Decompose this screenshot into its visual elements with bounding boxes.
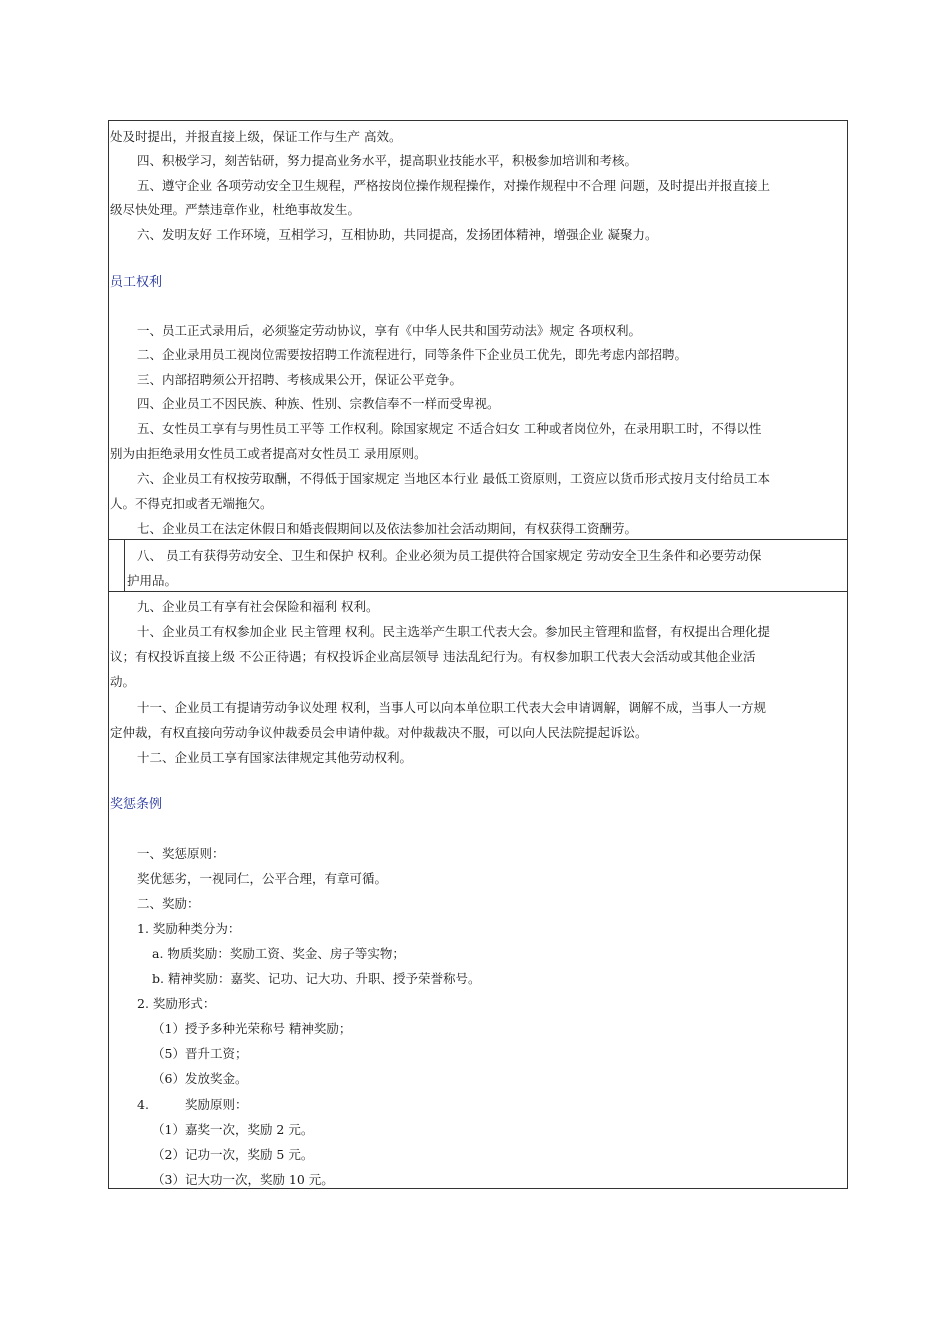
paragraph-line: 九、企业员工有享有社会保险和福利 权利。	[137, 599, 379, 614]
paragraph-line: 4.	[137, 1097, 149, 1112]
paragraph-line: b. 精神奖励：嘉奖、记功、记大功、升职、授予荣誉称号。	[152, 971, 481, 986]
section-heading-rights: 员工权利	[110, 275, 163, 290]
paragraph-line: 二、奖励：	[137, 896, 200, 911]
paragraph-line: 七、企业员工在法定休假日和婚丧假期间以及依法参加社会活动期间，有权获得工资酬劳。	[137, 521, 638, 536]
paragraph-line: 五、女性员工享有与男性员工平等 工作权利。除国家规定 不适合妇女 工种或者岗位外，在录用职工时，不得以性	[137, 421, 762, 436]
paragraph-line: 人。不得克扣或者无端拖欠。	[110, 496, 273, 511]
paragraph-line: 二、企业录用员工视岗位需要按招聘工作流程进行，同等条件下企业员工优先，即先考虑内部招聘。	[137, 347, 688, 362]
paragraph-line: 四、积极学习，刻苦钻研，努力提高业务水平，提高职业技能水平，积极参加培训和考核。	[137, 153, 638, 168]
paragraph-line: （2）记功一次，奖励 5 元。	[152, 1147, 314, 1162]
paragraph-line: a. 物质奖励：奖励工资、奖金、房子等实物；	[152, 946, 405, 961]
paragraph-line: 护用品。	[127, 573, 178, 588]
paragraph-line: （3）记大功一次，奖励 10 元。	[152, 1172, 334, 1187]
paragraph-line: 十二、企业员工享有国家法律规定其他劳动权利。	[137, 750, 413, 765]
table-section-2	[124, 539, 848, 592]
paragraph-line: 十、企业员工有权参加企业 民主管理 权利。民主选举产生职工代表大会。参加民主管理和监督，有权提出合理化提	[137, 624, 770, 639]
paragraph-line: 奖优惩劣，一视同仁，公平合理，有章可循。	[137, 871, 388, 886]
paragraph-line: 议；有权投诉直接上级 不公正待遇；有权投诉企业高层领导 违法乱纪行为。有权参加职工代表大会活动或其他企业活	[110, 649, 756, 664]
paragraph-line: 六、企业员工有权按劳取酬，不得低于国家规定 当地区本行业 最低工资原则，工资应以货币形式按月支付给员工本	[137, 471, 770, 486]
paragraph-line: （1）授予多种光荣称号 精神奖励；	[152, 1021, 352, 1036]
paragraph-line: 十一、企业员工有提请劳动争议处理 权利，当事人可以向本单位职工代表大会申请调解，调解不成，当事人一方规	[137, 700, 766, 715]
section-heading-rewards: 奖惩条例	[110, 797, 163, 812]
paragraph-line: 五、遵守企业 各项劳动安全卫生规程，严格按岗位操作规程操作，对操作规程中不合理 问题，及时提出并报直接上	[137, 178, 770, 193]
paragraph-line: （1）嘉奖一次，奖励 2 元。	[152, 1122, 314, 1137]
paragraph-line: 1. 奖励种类分为：	[137, 921, 241, 936]
paragraph-line: 处及时提出，并报直接上级，保证工作与生产 高效。	[110, 129, 402, 144]
paragraph-line: 奖励原则：	[185, 1097, 248, 1112]
paragraph-line: 一、员工正式录用后，必须鉴定劳动协议，享有《中华人民共和国劳动法》规定 各项权利。	[137, 323, 641, 338]
paragraph-line: 定仲裁，有权直接向劳动争议仲裁委员会申请仲裁。对仲裁裁决不服，可以向人民法院提起诉讼。	[110, 725, 648, 740]
paragraph-line: 六、发明友好 工作环境，互相学习，互相协助，共同提高，发扬团体精神，增强企业 凝聚力。	[137, 227, 658, 242]
paragraph-line: 三、内部招聘须公开招聘、考核成果公开，保证公平竞争。	[137, 372, 463, 387]
table-left-rule	[108, 539, 109, 592]
paragraph-line: 八、 员工有获得劳动安全、卫生和保护 权利。企业必须为员工提供符合国家规定 劳动安全卫生条件和必要劳动保	[137, 548, 762, 563]
paragraph-line: （5）晋升工资；	[152, 1046, 248, 1061]
paragraph-line: 动。	[110, 674, 136, 689]
paragraph-line: 2. 奖励形式：	[137, 996, 216, 1011]
paragraph-line: 级尽快处理。严禁违章作业，杜绝事故发生。	[110, 202, 361, 217]
paragraph-line: 别为由拒绝录用女性员工或者提高对女性员工 录用原则。	[110, 446, 427, 461]
paragraph-line: 一、奖惩原则：	[137, 846, 225, 861]
paragraph-line: 四、企业员工不因民族、种族、性别、宗教信奉不一样而受卑视。	[137, 396, 500, 411]
paragraph-line: （6）发放奖金。	[152, 1071, 248, 1086]
